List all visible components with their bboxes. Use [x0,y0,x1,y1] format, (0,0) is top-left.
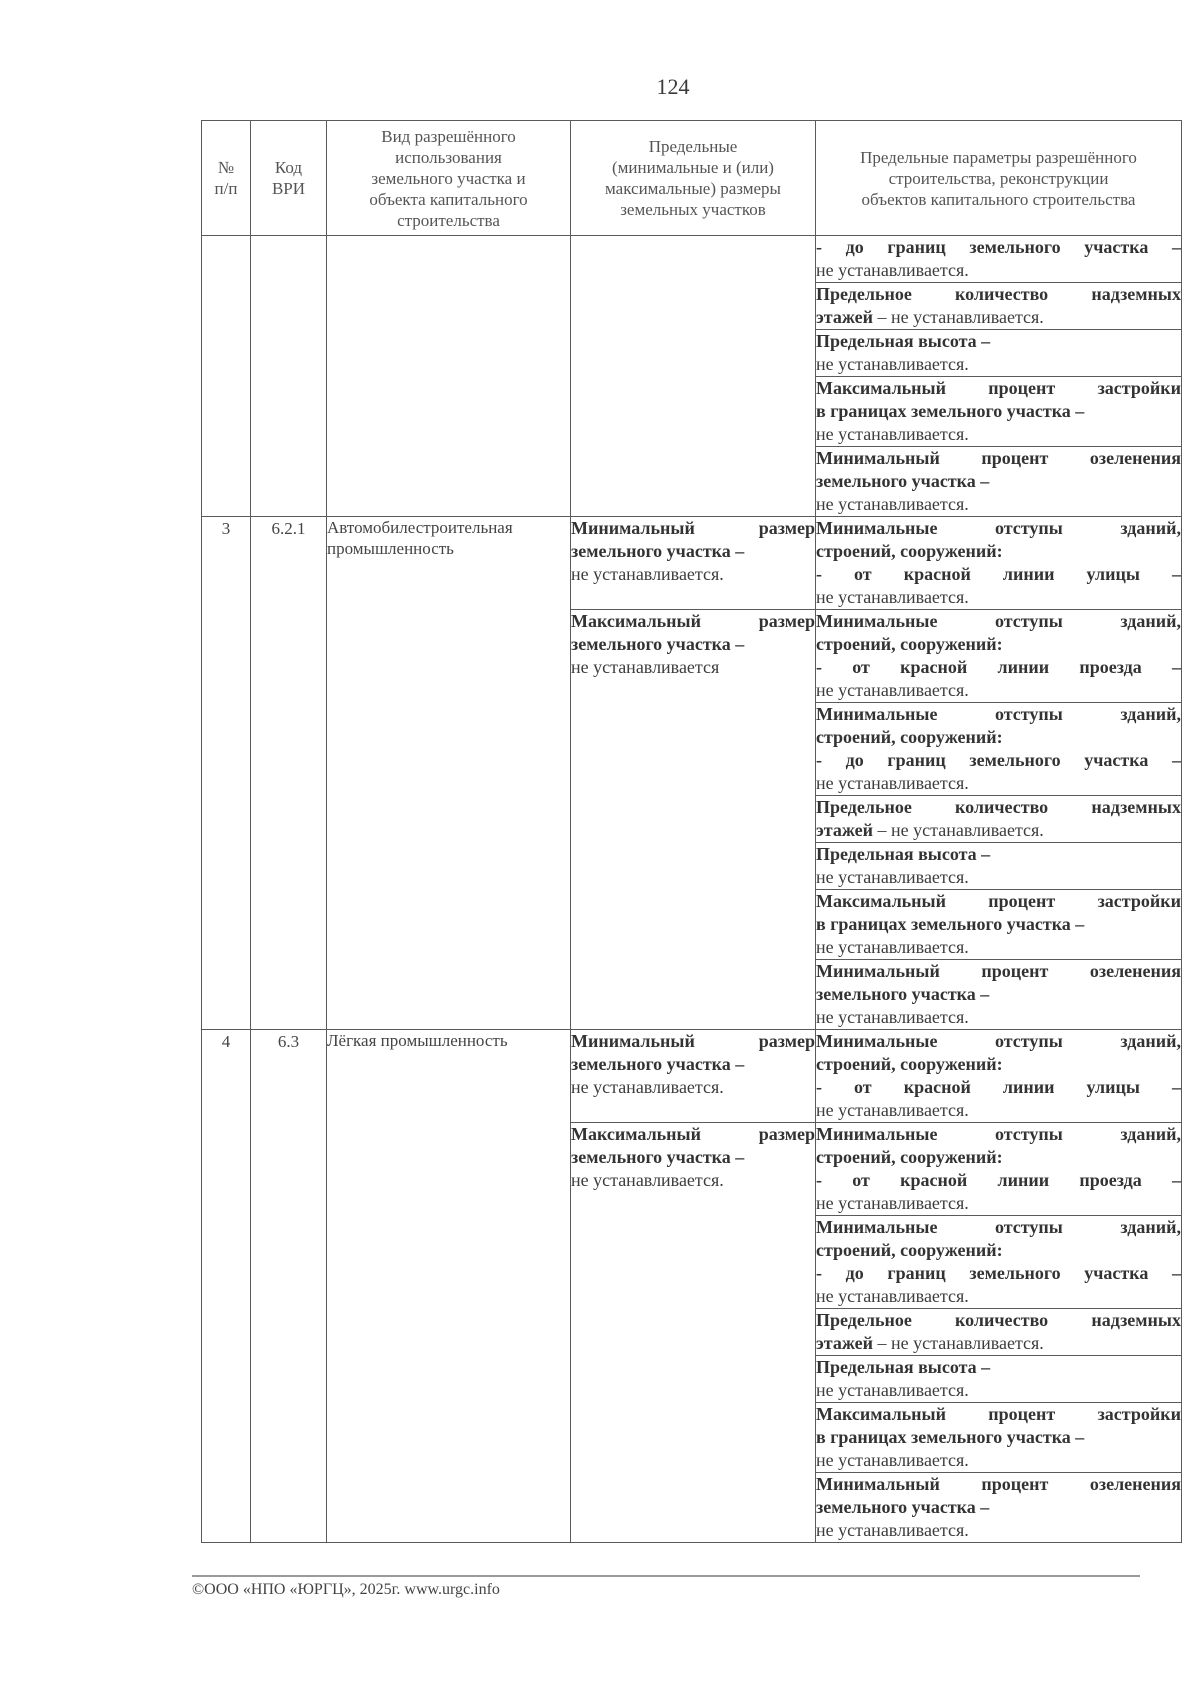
text-line: Предельная высота – [816,331,991,351]
text-line: земельного участка – [571,1147,745,1167]
parameter-cell [816,1216,1182,1309]
text-line: не устанавливается. [816,1007,969,1027]
text-line: Минимальные отступы зданий, [816,611,1181,631]
parameter-cell [816,517,1182,610]
regular-text: – не устанавливается. [873,820,1044,840]
text-line: Предельное количество надземных [816,1310,1181,1330]
text-line: не устанавливается. [816,1380,969,1400]
text-line: не устанавливается. [816,1193,969,1213]
plot-size-cell [571,517,816,610]
parameter-cell [816,890,1182,960]
text-line: земельного участка – [571,1054,745,1074]
parameter-cell [816,377,1182,447]
text-line: Предельная высота – [816,844,991,864]
text-line: Максимальный процент застройки [816,1404,1181,1424]
vri-code-cell: 6.2.1 [251,517,327,1030]
text-line: Максимальный размер [571,611,815,631]
text-line: Минимальный процент озеленения [816,961,1181,981]
plot-size-cell [571,610,816,1030]
text-line: Минимальные отступы зданий, [816,1217,1181,1237]
text-line: - от красной линии проезда – [816,1170,1181,1190]
land-use-cell [327,236,571,517]
text-line: Предельная высота – [816,1357,991,1377]
parameter-cell [816,1030,1182,1123]
text-line: не устанавливается. [816,494,969,514]
parameter-cell [816,330,1182,377]
regulations-table [201,120,1182,1543]
parameter-cell [816,1356,1182,1403]
table-row [202,1030,1182,1123]
page-number: 124 [656,74,690,99]
text-line: строений, сооружений: [816,1054,1003,1074]
regular-text: – не устанавливается. [873,307,1044,327]
text-line: строений, сооружений: [816,634,1003,654]
text-line: не устанавливается [571,657,720,677]
text-line: в границах земельного участка – [816,401,1085,421]
text-line: земельного участка – [816,984,990,1004]
table-row [202,517,1182,610]
text-line: не устанавливается. [571,1077,724,1097]
text-line: не устанавливается. [816,587,969,607]
text-line [816,306,1181,329]
text-line: не устанавливается. [571,1170,724,1190]
header-row [202,121,1182,236]
vri-code-cell: 6.3 [251,1030,327,1543]
text-line: - от красной линии проезда – [816,657,1181,677]
parameter-cell [816,236,1182,283]
text-line: не устанавливается. [816,354,969,374]
parameter-cell [816,843,1182,890]
row-number-cell: 3 [202,517,251,1030]
text-line: Предельное количество надземных [816,284,1181,304]
text-line: - до границ земельного участка – [816,237,1181,257]
header-row-number: № п/п [202,121,251,236]
text-line: не устанавливается. [816,680,969,700]
parameter-cell [816,610,1182,703]
text-line: не устанавливается. [816,773,969,793]
text-line: земельного участка – [571,541,745,561]
parameter-cell [816,703,1182,796]
table-header [202,121,1182,236]
text-line: Минимальный процент озеленения [816,448,1181,468]
text-line [816,1332,1181,1355]
bold-text: этажей [816,307,874,327]
footer-copyright: ©ООО «НПО «ЮРГЦ», 2025г. www.urgc.info [192,1581,500,1598]
bold-text: этажей [816,1333,874,1353]
land-use-cell: Автомобилестроительная промышленность [327,517,571,1030]
footer-divider [192,1575,1140,1577]
plot-size-cell [571,1030,816,1123]
text-line: строений, сооружений: [816,727,1003,747]
land-use-cell: Лёгкая промышленность [327,1030,571,1543]
parameter-cell [816,283,1182,330]
text-line: Минимальные отступы зданий, [816,518,1181,538]
table-row [202,236,1182,283]
regular-text: – не устанавливается. [873,1333,1044,1353]
vri-code-cell [251,236,327,517]
plot-size-cell [571,236,816,517]
header-plot-sizes: Предельные (минимальные и (или) максимальные) размеры земельных участков [571,121,816,236]
text-line: не устанавливается. [816,260,969,280]
text-line: - до границ земельного участка – [816,1263,1181,1283]
header-construction-parameters: Предельные параметры разрешённого строительства, реконструкции объектов капитального строительства [816,121,1182,236]
parameter-cell [816,447,1182,517]
parameter-cell [816,1473,1182,1543]
text-line: строений, сооружений: [816,1147,1003,1167]
row-number-cell: 4 [202,1030,251,1543]
header-vri-code: Код ВРИ [251,121,327,236]
bold-text: этажей [816,820,874,840]
parameter-cell [816,960,1182,1030]
text-line: Минимальный процент озеленения [816,1474,1181,1494]
text-line: - от красной линии улицы – [816,564,1181,584]
text-line: Минимальный размер [571,518,815,538]
text-line: - от красной линии улицы – [816,1077,1181,1097]
text-line: Максимальный размер [571,1124,815,1144]
text-line: Минимальные отступы зданий, [816,704,1181,724]
text-line: Максимальный процент застройки [816,378,1181,398]
text-line: - до границ земельного участка – [816,750,1181,770]
text-line: в границах земельного участка – [816,914,1085,934]
text-line: земельного участка – [816,1497,990,1517]
parameter-cell [816,1309,1182,1356]
text-line: в границах земельного участка – [816,1427,1085,1447]
text-line: Минимальные отступы зданий, [816,1124,1181,1144]
row-number-cell [202,236,251,517]
text-line: не устанавливается. [816,1450,969,1470]
text-line: земельного участка – [571,634,745,654]
parameter-cell [816,1123,1182,1216]
text-line: Предельное количество надземных [816,797,1181,817]
text-line: Максимальный процент застройки [816,891,1181,911]
text-line: строений, сооружений: [816,1240,1003,1260]
parameter-cell [816,1403,1182,1473]
text-line: не устанавливается. [816,1286,969,1306]
text-line: не устанавливается. [816,424,969,444]
plot-size-cell [571,1123,816,1543]
text-line: не устанавливается. [816,867,969,887]
table-body [202,236,1182,1543]
text-line: не устанавливается. [816,1100,969,1120]
text-line [816,819,1181,842]
text-line: не устанавливается. [816,937,969,957]
text-line: Минимальный размер [571,1031,815,1051]
text-line: не устанавливается. [571,564,724,584]
parameter-cell [816,796,1182,843]
text-line: не устанавливается. [816,1520,969,1540]
header-land-use: Вид разрешённого использования земельного участка и объекта капитального строительства [327,121,571,236]
text-line: строений, сооружений: [816,541,1003,561]
text-line: Минимальные отступы зданий, [816,1031,1181,1051]
text-line: земельного участка – [816,471,990,491]
